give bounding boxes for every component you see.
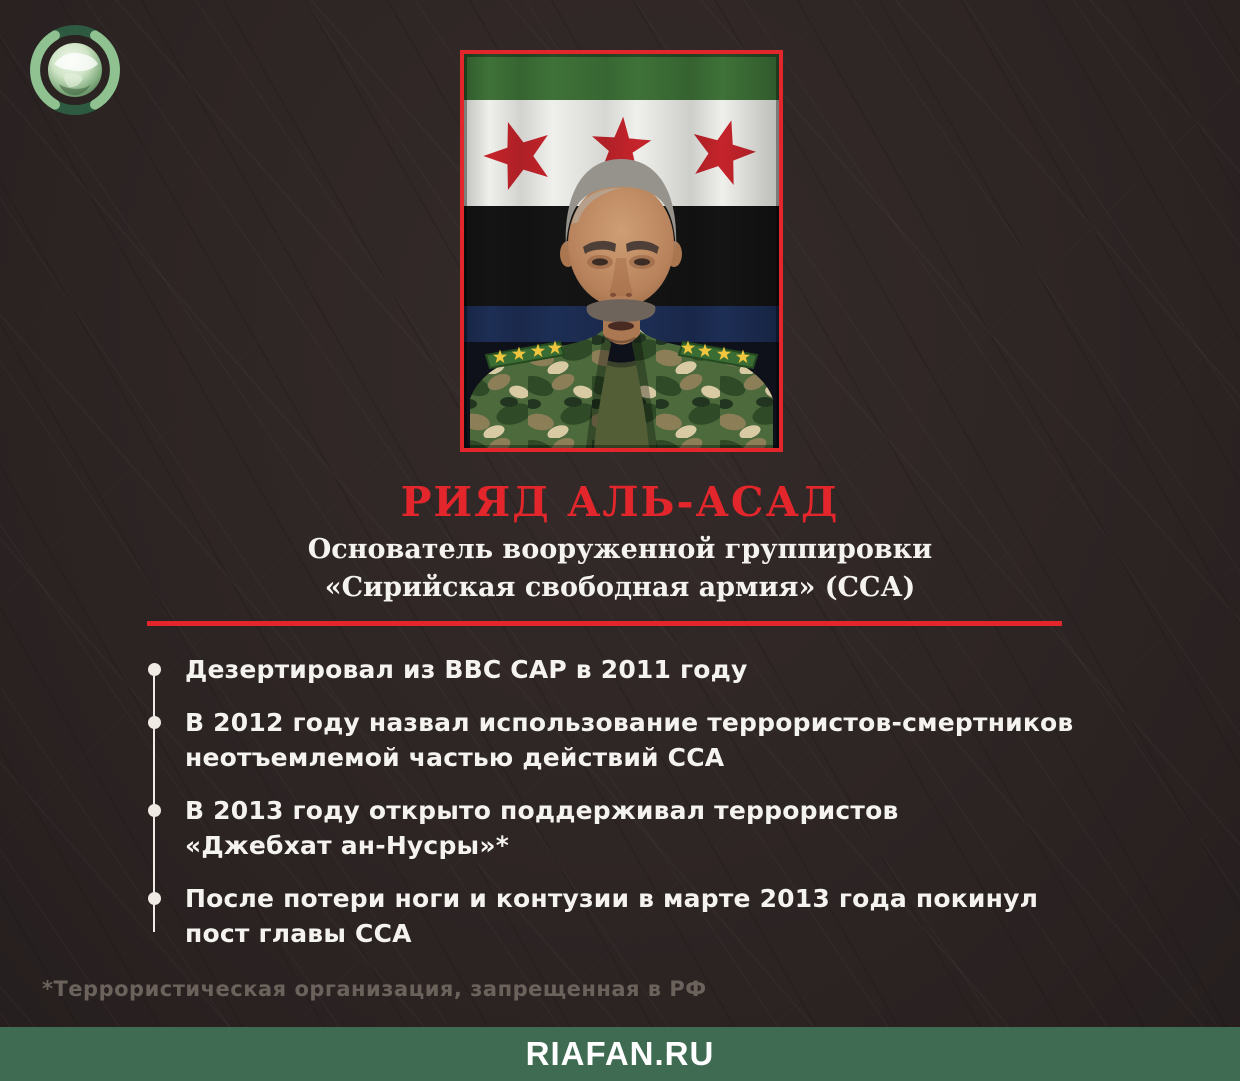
fact-item-1 — [148, 652, 1108, 687]
fact-text: В 2012 году назвал использование террористов-смертников — [185, 708, 1074, 737]
red-divider-line — [147, 621, 1062, 626]
timeline-dot-icon — [148, 804, 161, 817]
fact-text-line2: «Джебхат ан-Нусры»* — [185, 831, 509, 860]
timeline-dot-icon — [148, 716, 161, 729]
person-name-title: РИЯД АЛЬ-АСАД — [400, 478, 840, 526]
footer-banner — [0, 1027, 1240, 1081]
timeline-dot-icon — [148, 663, 161, 676]
fact-text: Дезертировал из ВВС САР в 2011 году — [185, 655, 748, 684]
facts-list — [148, 652, 1108, 969]
fact-text: После потери ноги и контузии в марте 2013 года покинул — [185, 884, 1039, 913]
timeline-dot-icon — [148, 892, 161, 905]
fact-item-2 — [148, 705, 1108, 775]
site-name: RIAFAN.RU — [525, 1035, 715, 1072]
portrait-illustration — [464, 54, 779, 448]
subtitle-line-2: «Сирийская свободная армия» (ССА) — [324, 572, 916, 603]
fact-text-line2: пост главы ССА — [185, 919, 412, 948]
fact-item-3 — [148, 793, 1108, 863]
fact-item-4 — [148, 881, 1108, 951]
terrorist-org-footnote: *Террористическая организация, запрещенная в РФ — [42, 977, 707, 1001]
globe-icon — [27, 22, 123, 118]
subtitle-line-1: Основатель вооруженной группировки — [307, 534, 933, 565]
fact-text-line2: неотъемлемой частью действий ССА — [185, 743, 725, 772]
riafan-logo — [27, 22, 123, 118]
fact-text: В 2013 году открыто поддерживал террористов — [185, 796, 899, 825]
person-subtitle — [0, 531, 1240, 607]
portrait-photo — [460, 50, 783, 452]
